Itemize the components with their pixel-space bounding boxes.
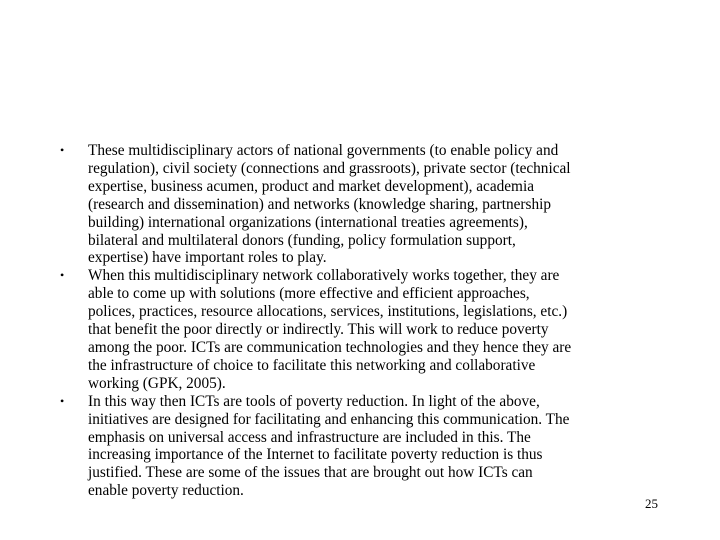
bullet-marker: • <box>60 143 65 157</box>
page-number: 25 <box>645 496 658 511</box>
bullet-marker: • <box>60 393 65 408</box>
bullet-text: These multidisciplinary actors of national governments (to enable policy and regulation), civil society (connections and grassroots), private sector (technical expertise, business acumen, product and market development), academia (research and dissemination) and networks (knowledge sharing, partnership building) international organizations (international treaties agreements), bilateral and multilateral donors (funding, policy formulation support, expertise) have important roles to play. <box>88 142 571 267</box>
bullet-marker: • <box>60 268 65 283</box>
bullet-list <box>58 142 668 500</box>
bullet-text: In this way then ICTs are tools of poverty reduction. In light of the above, initiatives are designed for facilitating and enhancing this communication. The emphasis on universal access and infrastructure are included in this. The increasing importance of the Internet to facilitate poverty reduction is thus justified. These are some of the issues that are brought out how ICTs can enable poverty reduction. <box>88 392 570 500</box>
bullet-item <box>58 393 668 500</box>
bullet-text: When this multidisciplinary network collaboratively works together, they are able to come up with solutions (more effective and efficient approaches, polices, practices, resource allocations, services, institutions, legislations, etc.) that benefit the poor directly or indirectly. This will work to reduce poverty among the poor. ICTs are communication technologies and they hence they are the infrastructure of choice to facilitate this networking and collaborative working (GPK, 2005). <box>88 267 572 392</box>
bullet-item <box>58 267 668 392</box>
bullet-item <box>58 142 668 267</box>
